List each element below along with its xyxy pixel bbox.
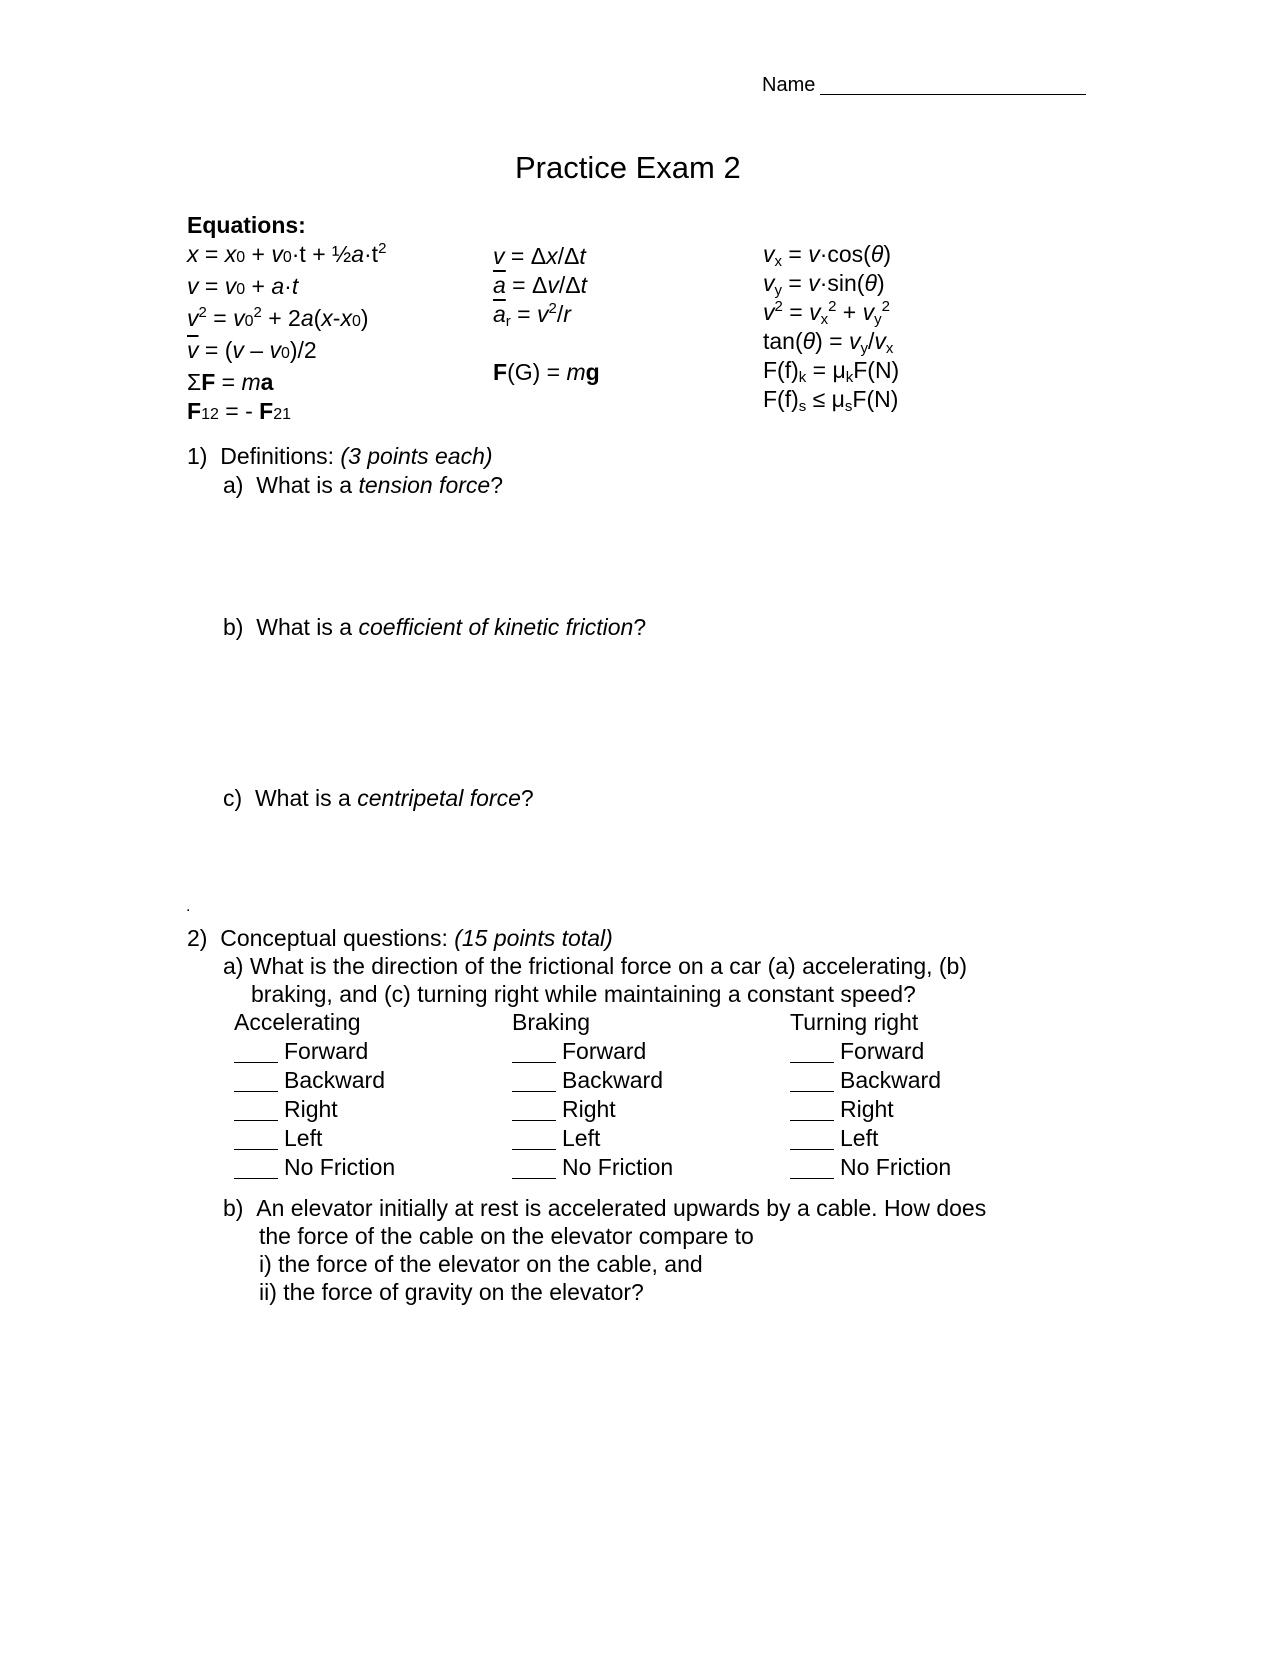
equation: v = v0 + a·t <box>187 273 299 299</box>
q2a-text1: What is the direction of the frictional force on a car (a) accelerating, (b) <box>249 953 967 979</box>
q1c-term: centripetal force <box>357 785 521 811</box>
option-forward[interactable] <box>512 1037 673 1066</box>
name-field[interactable] <box>820 94 1086 95</box>
option-no-friction[interactable] <box>790 1153 951 1182</box>
equation: v = Δx/Δt <box>493 243 586 269</box>
option-label: Backward <box>840 1067 941 1093</box>
equation: $\overline{v} = (v - v0)/2$ <box>187 337 317 363</box>
option-left[interactable] <box>790 1124 951 1153</box>
answer-column-turning-right <box>790 1008 951 1182</box>
option-label: No Friction <box>840 1154 952 1180</box>
q2-heading <box>187 925 613 952</box>
q2b-line2: the force of the cable on the elevator compare to <box>259 1223 754 1249</box>
q1-number: 1) <box>187 443 208 469</box>
name-label: Name <box>762 74 816 96</box>
option-label: Backward <box>562 1067 663 1093</box>
q1c-letter: c) <box>223 785 243 811</box>
equation: $F(f)_k = \mu_kF(N)$ <box>763 357 900 386</box>
q1a-prefix: What is a <box>256 472 353 498</box>
equations-col2 <box>493 242 600 387</box>
option-left[interactable] <box>234 1124 395 1153</box>
q1a <box>223 472 503 499</box>
stray-dot: . <box>186 898 191 915</box>
option-no-friction[interactable] <box>512 1153 673 1182</box>
equation <box>493 329 600 358</box>
equation: F(G) = mg <box>493 359 600 385</box>
equation: $\overline{a} = \Delta v/\Delta t$ <box>493 272 588 298</box>
option-label: Backward <box>284 1067 385 1093</box>
q2b-line1 <box>223 1195 986 1222</box>
q1c <box>223 785 534 812</box>
equation: $\overline{a}_r = v^2/r$ <box>493 300 571 330</box>
answer-blank[interactable] <box>790 1098 834 1121</box>
option-label: No Friction <box>284 1154 396 1180</box>
q1-title: Definitions: <box>220 443 335 469</box>
option-label: Left <box>562 1125 601 1151</box>
page-title: Practice Exam 2 <box>515 150 741 185</box>
column-header: Braking <box>512 1009 590 1035</box>
equations-col1 <box>187 240 386 429</box>
option-no-friction[interactable] <box>234 1153 395 1182</box>
column-header: Turning right <box>790 1009 919 1035</box>
answer-blank[interactable] <box>512 1069 556 1092</box>
q2a-line2: braking, and (c) turning right while maintaining a constant speed? <box>251 981 916 1007</box>
q2b-line4: ii) the force of gravity on the elevator? <box>259 1279 644 1305</box>
equation: $F(f)_s \le \mu_sF(N)$ <box>763 386 899 415</box>
answer-blank[interactable] <box>512 1040 556 1063</box>
q2-points: (15 points total) <box>454 925 613 951</box>
option-left[interactable] <box>512 1124 673 1153</box>
answer-blank[interactable] <box>512 1098 556 1121</box>
option-forward[interactable] <box>234 1037 395 1066</box>
q1b-term: coefficient of kinetic friction <box>358 614 634 640</box>
option-label: No Friction <box>562 1154 674 1180</box>
q1-heading <box>187 443 493 470</box>
option-backward[interactable] <box>234 1066 395 1095</box>
answer-blank[interactable] <box>234 1069 278 1092</box>
equation: $x = x0 + v0\cdot t + \frac{1}{2}a\cdot t^2$ <box>187 240 387 267</box>
q1a-term: tension force <box>358 472 491 498</box>
answer-blank[interactable] <box>234 1156 278 1179</box>
option-backward[interactable] <box>790 1066 951 1095</box>
answer-blank[interactable] <box>512 1127 556 1150</box>
q2a-line1 <box>223 953 967 980</box>
q2a-letter: a) <box>223 953 244 979</box>
option-right[interactable] <box>234 1095 395 1124</box>
equation: $v_y = v\cdot\sin(\theta)$ <box>763 270 885 299</box>
q1-points: (3 points each) <box>340 443 493 469</box>
equation: ΣF = ma <box>187 369 274 395</box>
q1c-suffix: ? <box>520 785 534 811</box>
equations-heading: Equations: <box>187 212 306 238</box>
answer-blank[interactable] <box>790 1127 834 1150</box>
equation: F12 = - F21 <box>187 398 291 424</box>
q1b-prefix: What is a <box>256 614 353 640</box>
option-label: Forward <box>284 1038 369 1064</box>
equation: $v^2 = v0^2 + 2a(x-x0)$ <box>187 304 369 331</box>
answer-blank[interactable] <box>234 1127 278 1150</box>
option-forward[interactable] <box>790 1037 951 1066</box>
q1b-suffix: ? <box>633 614 647 640</box>
q2-number: 2) <box>187 925 208 951</box>
option-right[interactable] <box>790 1095 951 1124</box>
equation: $\tan(\theta) = v_y/v_x$ <box>763 328 894 357</box>
option-label: Left <box>284 1125 323 1151</box>
answer-column-accelerating <box>234 1008 395 1182</box>
q1b <box>223 614 646 641</box>
q1a-letter: a) <box>223 472 244 498</box>
answer-blank[interactable] <box>234 1098 278 1121</box>
option-right[interactable] <box>512 1095 673 1124</box>
answer-blank[interactable] <box>790 1040 834 1063</box>
answer-column-braking <box>512 1008 673 1182</box>
option-label: Forward <box>562 1038 647 1064</box>
option-label: Right <box>840 1096 894 1122</box>
q2b-line3: i) the force of the elevator on the cable, and <box>259 1251 703 1277</box>
q2-title: Conceptual questions: <box>220 925 448 951</box>
column-header: Accelerating <box>234 1009 361 1035</box>
option-label: Left <box>840 1125 879 1151</box>
answer-blank[interactable] <box>234 1040 278 1063</box>
option-label: Right <box>284 1096 338 1122</box>
q2b-text1: An elevator initially at rest is accelerated upwards by a cable. How does <box>256 1195 987 1221</box>
q2b-letter: b) <box>223 1195 244 1221</box>
option-backward[interactable] <box>512 1066 673 1095</box>
answer-blank[interactable] <box>512 1156 556 1179</box>
equation: $v^2 = v_x^2 + v_y^2$ <box>763 298 890 328</box>
answer-blank[interactable] <box>790 1156 834 1179</box>
option-label: Forward <box>840 1038 925 1064</box>
equation: $v_x = v\cdot\cos(\theta)$ <box>763 241 891 270</box>
q1a-suffix: ? <box>490 472 503 498</box>
q1b-letter: b) <box>223 614 244 640</box>
answer-blank[interactable] <box>790 1069 834 1092</box>
option-label: Right <box>562 1096 616 1122</box>
equations-col3 <box>763 240 899 414</box>
q1c-prefix: What is a <box>254 785 351 811</box>
